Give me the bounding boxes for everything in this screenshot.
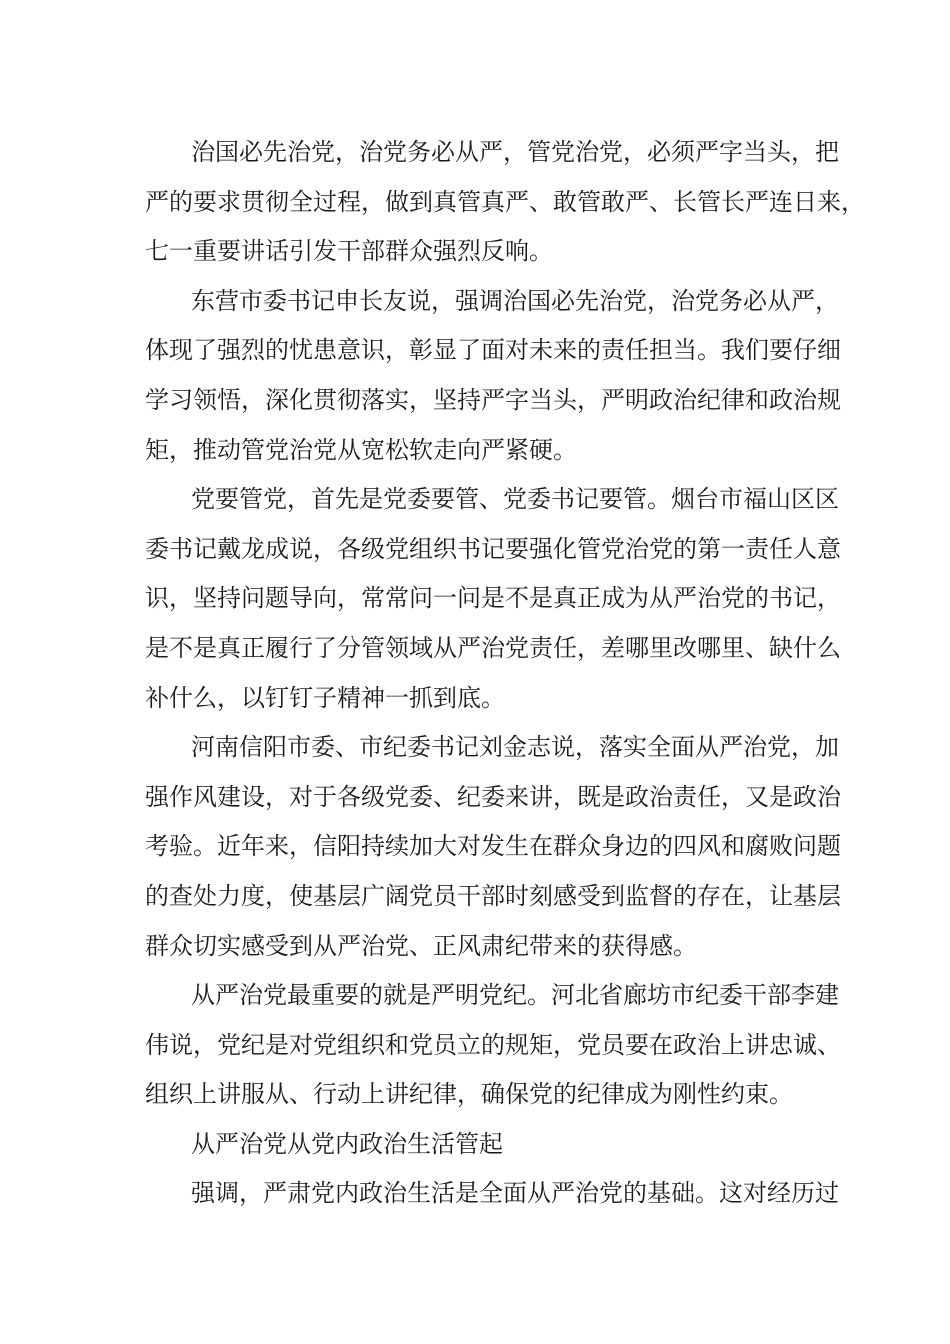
text-line: 的查处力度，使基层广阔党员干部时刻感受到监督的存在，让基层 <box>145 881 841 910</box>
text-line: 强调，严肃党内政治生活是全面从严治党的基础。这对经历过 <box>191 1179 839 1208</box>
section-heading: 从严治党从党内政治生活管起 <box>191 1129 503 1158</box>
text-line: 是不是真正履行了分管领域从严治党责任，差哪里改哪里、缺什么 <box>145 633 841 662</box>
text-line: 群众切实感受到从严治党、正风肃纪带来的获得感。 <box>145 931 697 960</box>
text-line: 严的要求贯彻全过程，做到真管真严、敢管敢严、长管长严连日来， <box>145 187 865 216</box>
text-line: 补什么，以钉钉子精神一抓到底。 <box>145 683 505 712</box>
text-line: 矩，推动管党治党从宽松软走向严紧硬。 <box>145 435 577 464</box>
text-line: 体现了强烈的忧患意识，彰显了面对未来的责任担当。我们要仔细 <box>145 336 841 365</box>
text-line: 七一重要讲话引发干部群众强烈反响。 <box>145 237 553 266</box>
text-line: 河南信阳市委、市纪委书记刘金志说，落实全面从严治党，加 <box>191 733 839 762</box>
text-line: 伟说，党纪是对党组织和党员立的规矩，党员要在政治上讲忠诚、 <box>145 1030 841 1059</box>
text-line: 强作风建设，对于各级党委、纪委来讲，既是政治责任，又是政治 <box>145 782 841 811</box>
document-body <box>145 128 865 1219</box>
text-line: 学习领悟，深化贯彻落实，坚持严字当头，严明政治纪律和政治规 <box>145 385 841 414</box>
text-line: 组织上讲服从、行动上讲纪律，确保党的纪律成为刚性约束。 <box>145 1080 793 1109</box>
text-line: 治国必先治党，治党务必从严，管党治党，必须严字当头，把 <box>191 138 839 166</box>
text-line: 委书记戴龙成说，各级党组织书记要强化管党治党的第一责任人意 <box>145 534 841 563</box>
text-line: 党要管党，首先是党委要管、党委书记要管。烟台市福山区区 <box>191 485 839 514</box>
text-line: 识，坚持问题导向，常常问一问是不是真正成为从严治党的书记， <box>145 584 841 613</box>
text-line: 东营市委书记申长友说，强调治国必先治党，治党务必从严， <box>191 286 839 315</box>
text-line: 从严治党最重要的就是严明党纪。河北省廊坊市纪委干部李建 <box>191 981 839 1010</box>
text-line: 考验。近年来，信阳持续加大对发生在群众身边的四风和腐败问题 <box>145 832 841 861</box>
